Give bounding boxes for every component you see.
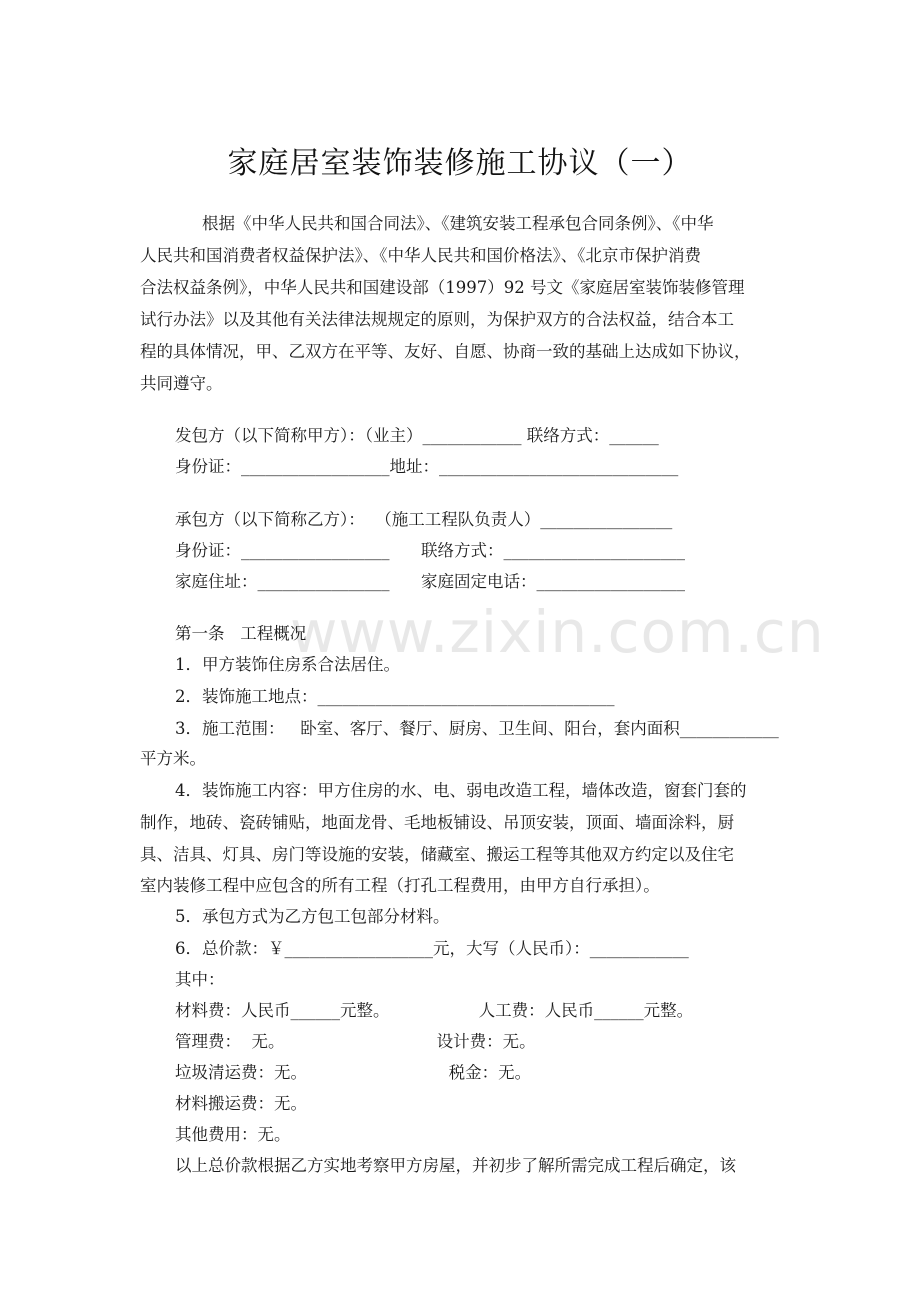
item-3-cont: 平方米。 <box>140 749 206 768</box>
party-b-address-line: 家庭住址：________________ 家庭固定电话：__________________ <box>175 572 685 591</box>
cost-material-labor: 材料费：人民币______元整。 人工费：人民币______元整。 <box>175 1001 694 1020</box>
item-4: 4．装饰施工内容：甲方住房的水、电、弱电改造工程，墙体改造，窗套门套的 <box>175 781 747 800</box>
party-b-id-line: 身份证：__________________ 联络方式：______________________ <box>175 541 685 560</box>
item-4-cont-1: 制作，地砖、瓷砖铺贴，地面龙骨、毛地板铺设、吊顶安装，顶面、墙面涂料，厨 <box>140 813 734 832</box>
party-a-id-line: 身份证：__________________地址：_____________________________ <box>175 457 679 476</box>
item-4-cont-2: 具、洁具、灯具、房门等设施的安装，储藏室、搬运工程等其他双方约定以及住宅 <box>140 845 734 864</box>
preamble-line-3: 合法权益条例》，中华人民共和国建设部（1997）92 号文《家庭居室装饰装修管理 <box>140 278 745 297</box>
item-3: 3．施工范围： 卧室、客厅、餐厅、厨房、卫生间、阳台，套内面积____________ <box>175 719 779 738</box>
cost-breakdown-heading: 其中： <box>175 970 225 989</box>
item-2: 2．装饰施工地点：____________________________________ <box>175 687 615 706</box>
preamble-line-4: 试行办法》以及其他有关法律法规规定的原则，为保护双方的合法权益，结合本工 <box>140 310 734 329</box>
preamble-line-1: 根据《中华人民共和国合同法》、《建筑安装工程承包合同条例》、《中华 <box>202 214 714 233</box>
cost-waste-tax: 垃圾清运费：无。 税金：无。 <box>175 1063 532 1082</box>
item-5: 5．承包方式为乙方包工包部分材料。 <box>175 907 450 926</box>
cost-management-design: 管理费： 无。 设计费：无。 <box>175 1032 536 1051</box>
document-title: 家庭居室装饰装修施工协议（一） <box>227 146 693 181</box>
item-1: 1．甲方装饰住房系合法居住。 <box>175 655 400 674</box>
article-1-heading: 第一条 工程概况 <box>175 624 307 643</box>
item-6: 6．总价款：￥__________________元，大写（人民币）：____________ <box>175 939 689 958</box>
item-4-cont-3: 室内装修工程中应包含的所有工程（打孔工程费用，由甲方自行承担）。 <box>140 876 660 895</box>
party-a-line: 发包方（以下简称甲方）：（业主）____________ 联络方式：______ <box>175 426 659 445</box>
price-basis-line: 以上总价款根据乙方实地考察甲方房屋，并初步了解所需完成工程后确定，该 <box>175 1156 736 1175</box>
watermark: www.zixin.com.cn <box>290 598 825 666</box>
preamble-line-5: 程的具体情况，甲、乙双方在平等、友好、自愿、协商一致的基础上达成如下协议， <box>140 342 751 361</box>
cost-other: 其他费用：无。 <box>175 1125 291 1144</box>
cost-transport: 材料搬运费：无。 <box>175 1094 307 1113</box>
preamble-line-6: 共同遵守。 <box>140 374 223 393</box>
preamble-line-2: 人民共和国消费者权益保护法》、《中华人民共和国价格法》、《北京市保护消费 <box>140 246 701 265</box>
party-b-line: 承包方（以下简称乙方）： （施工工程队负责人）________________ <box>175 510 673 529</box>
